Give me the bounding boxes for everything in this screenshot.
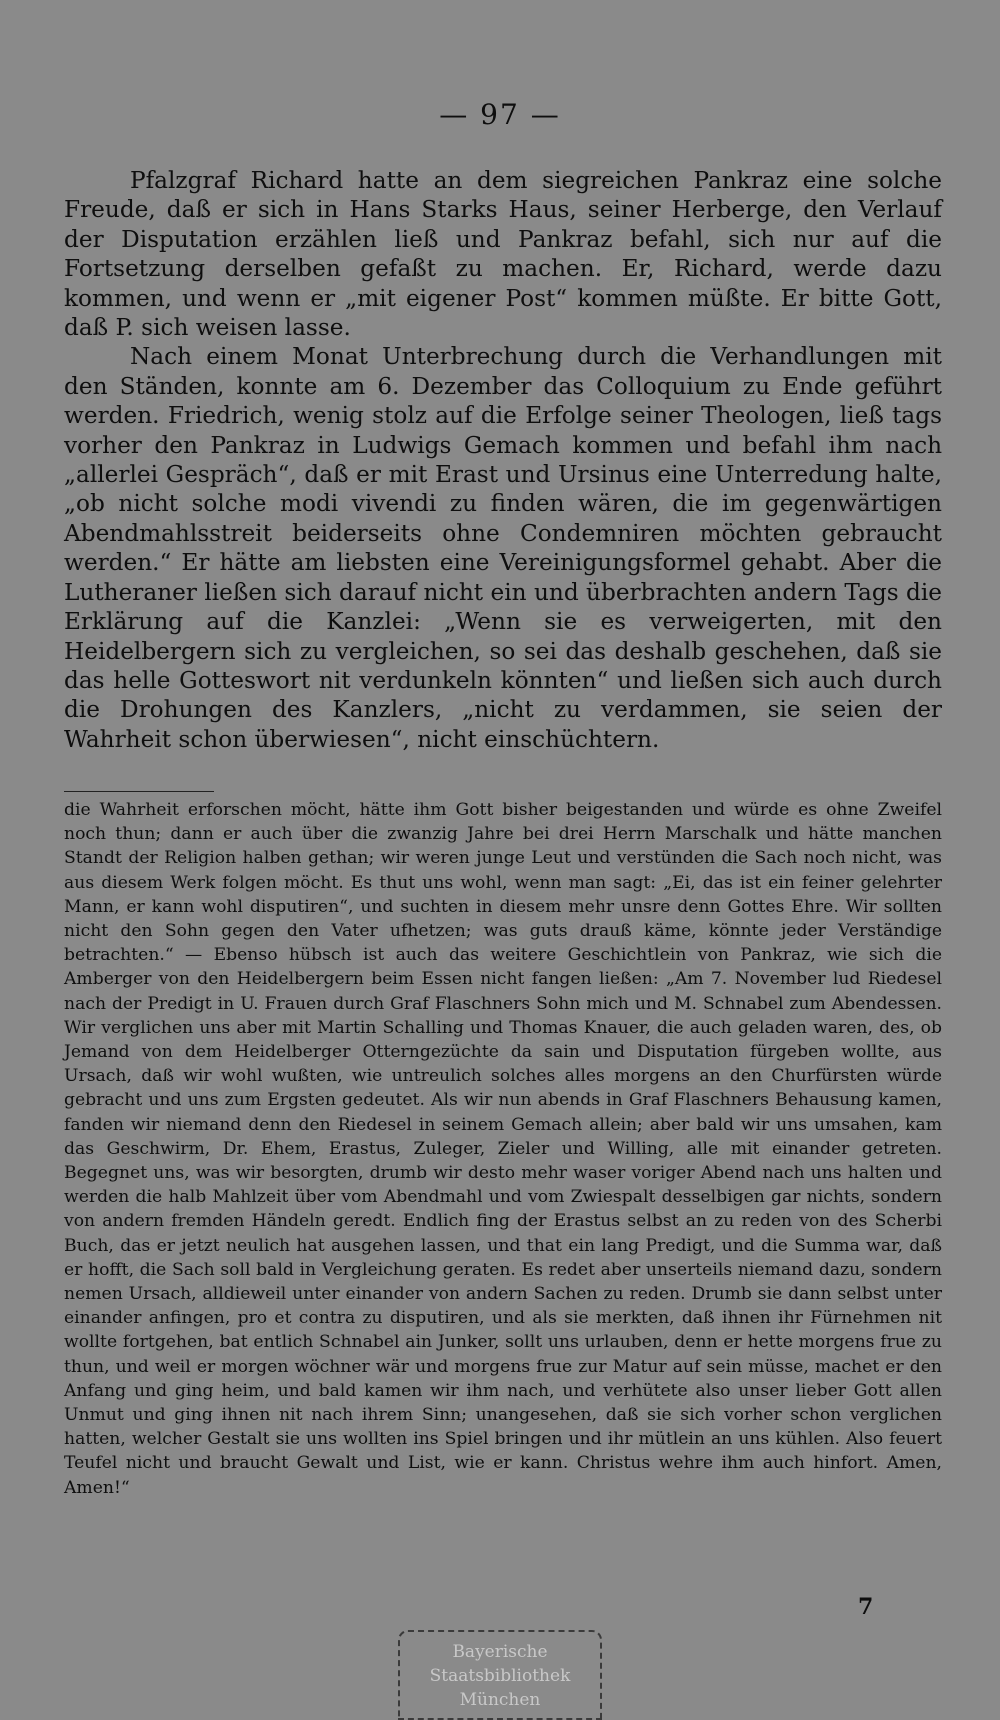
stamp-line-1: Bayerische <box>452 1642 548 1662</box>
stamp-line-2: Staatsbibliothek <box>429 1666 571 1686</box>
page-number: — 97 — <box>439 98 561 131</box>
library-stamp <box>398 1630 602 1720</box>
stamp-line-3: München <box>459 1690 541 1710</box>
main-text <box>64 166 942 754</box>
footnote-divider <box>64 791 214 792</box>
signature-mark: 7 <box>858 1594 874 1620</box>
main-paragraph-2: Nach einem Monat Unterbrechung durch die Verhandlungen mit den Ständen, konnte am 6. Dezember das Colloquium zu Ende geführt werden. Friedrich, wenig stolz auf die Erfolge seiner Theologen, ließ tags vorher den Pankraz in Ludwigs Gemach kommen und befahl ihm nach „allerlei Gespräch“, daß er mit Erast und Ursinus eine Unterredung halte, „ob nicht solche modi vivendi zu finden wären, die im gegenwärtigen Abendmahlsstreit beiderseits ohne Condemniren möchten gebraucht werden.“ Er hätte am liebsten eine Vereinigungsformel gehabt. Aber die Lutheraner ließen sich darauf nicht ein und überbrachten andern Tags die Erklärung auf die Kanzlei: „Wenn sie es verweigerten, mit den Heidelbergern sich zu vergleichen, so sei das deshalb geschehen, daß sie das helle Gotteswort nit verdunkeln könnten“ und ließen sich auch durch die Drohungen des Kanzlers, „nicht zu verdammen, sie seien der Wahrheit schon überwiesen“, nicht einschüchtern. <box>64 343 942 753</box>
footnote-paragraph: die Wahrheit erforschen möcht, hätte ihm Gott bisher beigestanden und würde es ohne Zweifel noch thun; dann er auch über die zwanzig Jahre bei drei Herrn Marschalk und hätte manchen Standt der Religion halben gethan; wir weren junge Leut und verstünden die Sach noch nicht, was aus diesem Werk folgen möcht. Es thut uns wohl, wenn man sagt: „Ei, das ist ein feiner gelehrter Mann, er kann wohl disputiren“, und suchten in diesem mehr unsre denn Gottes Ehre. Wir sollten nicht den Sohn gegen den Vater ufhetzen; was guts drauß käme, könnte jeder Verständige betrachten.“ — Ebenso hübsch ist auch das weitere Geschichtlein von Pankraz, wie sich die Amberger von den Heidelbergern beim Essen nicht fangen ließen: „Am 7. November lud Riedesel nach der Predigt in U. Frauen durch Graf Flaschners Sohn mich und M. Schnabel zum Abendessen. Wir verglichen uns aber mit Martin Schalling und Thomas Knauer, die auch geladen waren, des, ob Jemand von dem Heidelberger Otterngezüchte da sain und Disputation fürgeben wollte, aus Ursach, daß wir wohl wußten, wie untreulich solches alles morgens an den Churfürsten würde gebracht und uns zum Ergsten gedeutet. Als wir nun abends in Graf Flaschners Behausung kamen, fanden wir niemand denn den Riedesel in seinem Gemach allein; aber bald wir uns umsahen, kam das Geschwirm, Dr. Ehem, Erastus, Zuleger, Zieler und Willing, alle mit einander getreten. Begegnet uns, was wir besorgten, drumb wir desto mehr waser voriger Abend nach uns halten und werden die halb Mahlzeit über vom Abendmahl und vom Zwiespalt desselbigen gar nichts, sondern von andern fremden Händeln geredt. Endlich fing der Erastus selbst an zu reden von des Scherbi Buch, das er jetzt neulich hat ausgehen lassen, und that ein lang Predigt, und die Summa war, daß er hofft, die Sach soll bald in Vergleichung geraten. Es redet aber unserteils niemand dazu, sondern nemen Ursach, alldieweil unter einander von andern Sachen zu reden. Drumb sie dann selbst unter einander anfingen, pro et contra zu disputiren, und als sie merkten, daß ihnen ihr Fürnehmen nit wollte fortgehen, bat entlich Schnabel ain Junker, sollt uns urlauben, denn er hette morgens frue zu thun, und weil er morgen wöchner wär und morgens frue zur Matur auf sein müsse, machet er den Anfang und ging heim, und bald kamen wir ihm nach, und verhütete also unser lieber Gott allen Unmut und ging ihnen nit nach ihrem Sinn; unangesehen, daß sie sich vorher schon verglichen hatten, welcher Gestalt sie uns wollten ins Spiel bringen und ihr mütlein an uns kühlen. Also feuert Teufel nicht und braucht Gewalt und List, wie er kann. Christus wehre ihm auch hinfort. Amen, Amen!“ <box>64 800 942 1498</box>
main-paragraph-1: Pfalzgraf Richard hatte an dem siegreichen Pankraz eine solche Freude, daß er sich in Hans Starks Haus, seiner Herberge, den Verlauf der Disputation erzählen ließ und Pankraz befahl, sich nur auf die Fortsetzung derselben gefaßt zu machen. Er, Richard, werde dazu kommen, und wenn er „mit eigener Post“ kommen müßte. Er bitte Gott, daß P. sich weisen lasse. <box>64 167 942 342</box>
footnote <box>64 798 942 1500</box>
